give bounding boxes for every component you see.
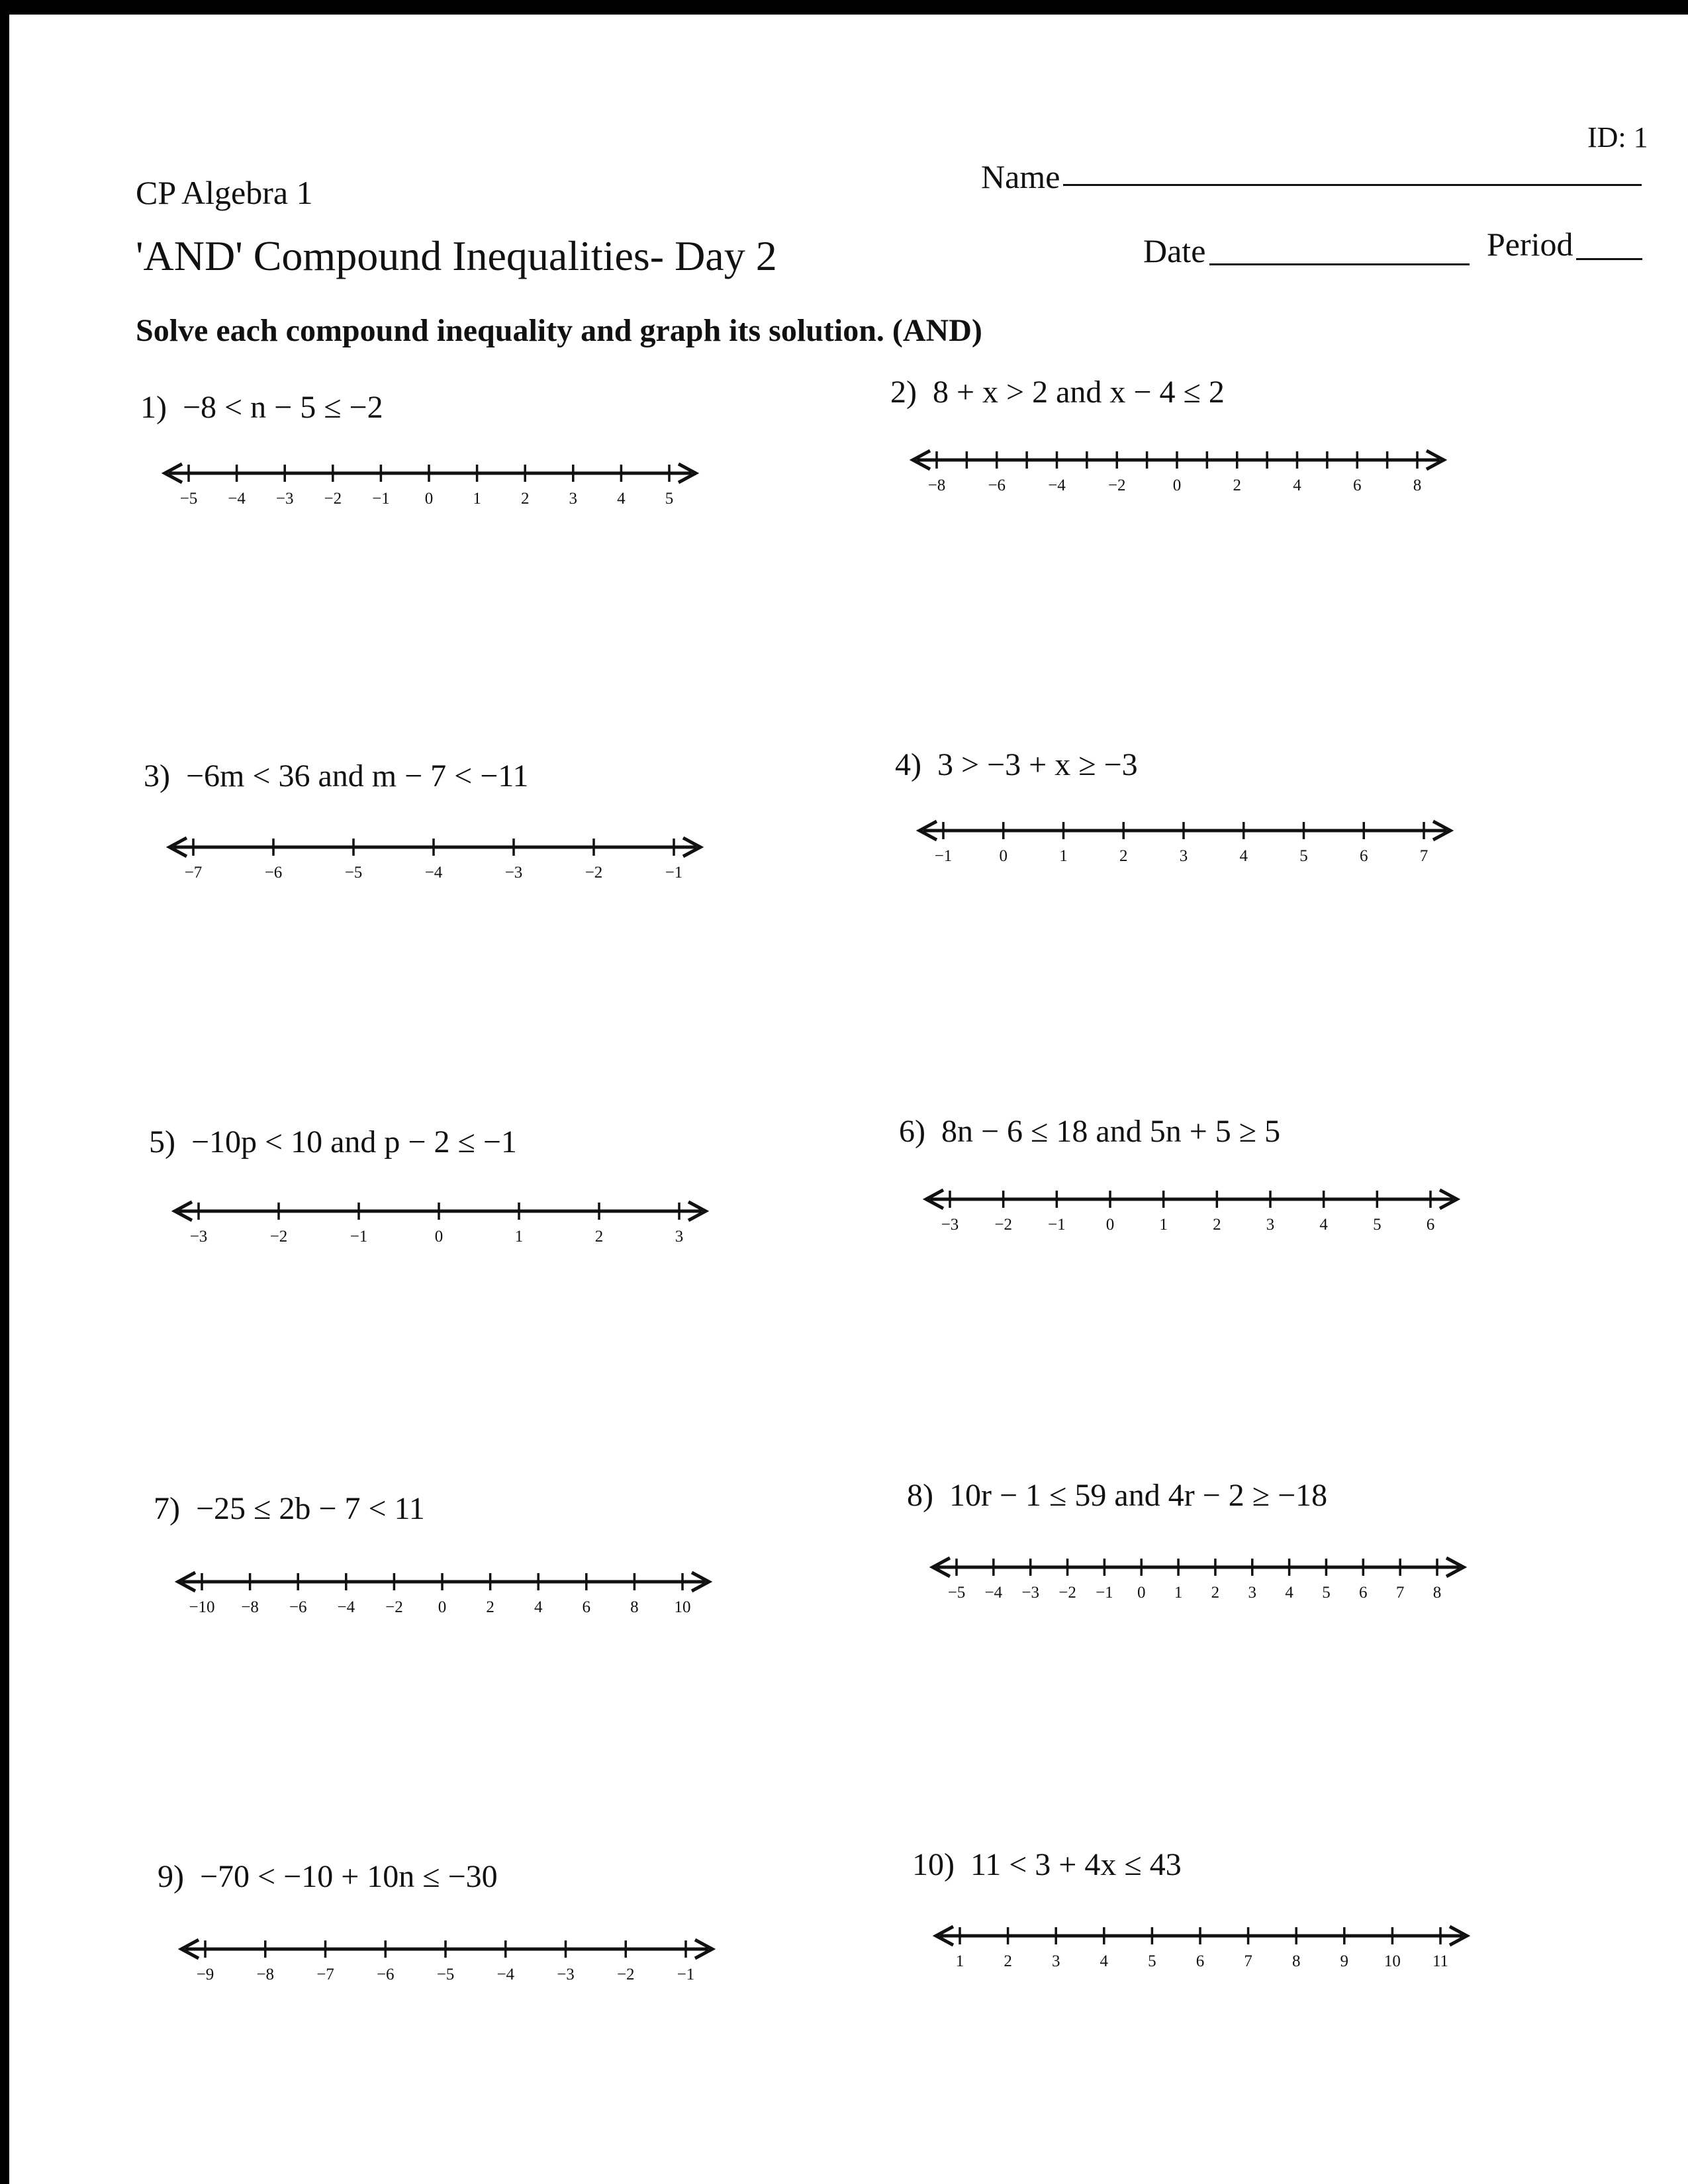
- tick-label: −3: [941, 1216, 959, 1234]
- tick-label: −5: [179, 490, 198, 508]
- tick-label: 4: [1100, 1952, 1109, 1970]
- tick-label: 8: [1432, 1584, 1442, 1602]
- tick-label: −6: [988, 477, 1006, 494]
- tick-label: 7: [1244, 1952, 1252, 1970]
- problem-number: 9): [158, 1859, 184, 1894]
- tick-label: −2: [1058, 1584, 1076, 1602]
- tick-label: 4: [1293, 477, 1301, 494]
- tick-label: −8: [256, 1966, 275, 1983]
- tick-label: −1: [934, 847, 953, 865]
- number-line-3[interactable]: [167, 827, 703, 887]
- tick-label: 5: [1373, 1216, 1382, 1234]
- problem-number: 6): [899, 1114, 925, 1149]
- tick-label: 2: [486, 1598, 494, 1616]
- tick-label: −3: [189, 1228, 208, 1246]
- tick-label: −1: [677, 1966, 695, 1983]
- problem-expression: 8n − 6 ≤ 18 and 5n + 5 ≥ 5: [941, 1114, 1281, 1149]
- instructions: Solve each compound inequality and graph its solution. (AND): [136, 313, 982, 348]
- tick-label: −4: [228, 490, 246, 508]
- tick-label: 2: [594, 1228, 604, 1246]
- tick-label: −1: [350, 1228, 368, 1246]
- problem-expression: −25 ≤ 2b − 7 < 11: [195, 1491, 425, 1526]
- tick-label: −2: [1107, 477, 1126, 494]
- tick-label: 2: [1211, 1584, 1220, 1602]
- problem-expression: −6m < 36 and m − 7 < −11: [185, 758, 529, 794]
- tick-label: −6: [264, 864, 283, 882]
- period-blank-line[interactable]: [1576, 258, 1642, 260]
- tick-label: 10: [674, 1598, 691, 1616]
- date-blank-line[interactable]: [1209, 263, 1470, 265]
- tick-label: 9: [1340, 1952, 1349, 1970]
- tick-label: 5: [665, 490, 674, 508]
- number-line-1[interactable]: [162, 453, 698, 513]
- tick-label: −5: [436, 1966, 455, 1983]
- tick-label: 3: [1248, 1584, 1257, 1602]
- tick-label: 4: [1285, 1584, 1293, 1602]
- problem-number: 10): [912, 1847, 955, 1882]
- tick-label: 1: [514, 1228, 524, 1246]
- tick-label: 3: [1051, 1952, 1060, 1970]
- number-line-2[interactable]: [910, 440, 1446, 500]
- tick-label: −9: [196, 1966, 214, 1983]
- problem-number: 7): [154, 1491, 180, 1526]
- number-line-4[interactable]: [917, 811, 1453, 870]
- tick-label: −3: [557, 1966, 575, 1983]
- problem-10: [912, 1846, 1182, 1883]
- worksheet-id: ID: 1: [1587, 121, 1648, 154]
- problem-number: 3): [144, 758, 170, 794]
- problem-9: [158, 1858, 498, 1895]
- problem-number: 5): [149, 1124, 175, 1160]
- problem-7: [154, 1490, 425, 1527]
- number-line-6[interactable]: [923, 1179, 1460, 1239]
- tick-label: −1: [372, 490, 390, 508]
- tick-label: 8: [630, 1598, 639, 1616]
- tick-label: 5: [1322, 1584, 1331, 1602]
- tick-label: −6: [376, 1966, 395, 1983]
- name-label: Name: [981, 158, 1060, 195]
- problem-1: [140, 389, 383, 426]
- tick-label: −2: [324, 490, 342, 508]
- tick-label: 3: [675, 1228, 684, 1246]
- problem-expression: 10r − 1 ≤ 59 and 4r − 2 ≥ −18: [949, 1478, 1328, 1513]
- tick-label: 0: [999, 847, 1008, 865]
- number-line-5[interactable]: [172, 1191, 708, 1251]
- scan-top-border: [0, 0, 1688, 15]
- tick-label: 8: [1413, 477, 1422, 494]
- name-blank-line[interactable]: [1063, 184, 1642, 186]
- worksheet-title: 'AND' Compound Inequalities- Day 2: [136, 232, 777, 279]
- number-line-8[interactable]: [930, 1547, 1466, 1607]
- tick-label: −3: [504, 864, 523, 882]
- tick-label: 6: [1353, 477, 1362, 494]
- tick-label: 7: [1419, 847, 1429, 865]
- tick-label: 6: [1426, 1216, 1435, 1234]
- period-label: Period: [1487, 226, 1573, 263]
- tick-label: −7: [316, 1966, 334, 1983]
- tick-label: 3: [1266, 1216, 1275, 1234]
- tick-label: −4: [1048, 477, 1066, 494]
- tick-label: 3: [1179, 847, 1188, 865]
- tick-label: −2: [269, 1228, 288, 1246]
- number-line-9[interactable]: [179, 1929, 715, 1989]
- tick-label: 5: [1148, 1952, 1156, 1970]
- problem-expression: −10p < 10 and p − 2 ≤ −1: [191, 1124, 517, 1160]
- tick-label: 1: [473, 490, 481, 508]
- tick-label: −4: [424, 864, 443, 882]
- course-name: CP Algebra 1: [136, 174, 313, 211]
- tick-label: 11: [1432, 1952, 1449, 1970]
- tick-label: 2: [1004, 1952, 1012, 1970]
- tick-label: 6: [582, 1598, 591, 1616]
- tick-label: −2: [616, 1966, 635, 1983]
- tick-label: −3: [1021, 1584, 1039, 1602]
- tick-label: −1: [1096, 1584, 1113, 1602]
- problem-expression: 11 < 3 + 4x ≤ 43: [970, 1847, 1182, 1882]
- tick-label: −3: [275, 490, 294, 508]
- tick-label: −7: [184, 864, 203, 882]
- number-line-10[interactable]: [933, 1916, 1470, 1976]
- tick-label: −4: [984, 1584, 1003, 1602]
- problem-8: [907, 1477, 1327, 1514]
- tick-label: 4: [534, 1598, 543, 1616]
- tick-label: −8: [241, 1598, 259, 1616]
- tick-label: 8: [1291, 1952, 1301, 1970]
- tick-label: −4: [496, 1966, 515, 1983]
- problem-3: [144, 758, 529, 794]
- tick-label: 4: [1239, 847, 1248, 865]
- tick-label: 2: [520, 490, 530, 508]
- tick-label: 0: [438, 1598, 447, 1616]
- problem-expression: 3 > −3 + x ≥ −3: [937, 747, 1138, 782]
- tick-label: 2: [1213, 1216, 1221, 1234]
- tick-label: 2: [1233, 477, 1241, 494]
- problem-2: [890, 374, 1225, 410]
- tick-label: 1: [1059, 847, 1068, 865]
- problem-expression: 8 + x > 2 and x − 4 ≤ 2: [932, 375, 1225, 410]
- date-label: Date: [1143, 232, 1206, 269]
- tick-label: 6: [1196, 1952, 1205, 1970]
- tick-label: −2: [585, 864, 603, 882]
- tick-label: 7: [1395, 1584, 1405, 1602]
- tick-label: 4: [617, 490, 626, 508]
- tick-label: 6: [1359, 1584, 1368, 1602]
- problem-expression: −70 < −10 + 10n ≤ −30: [199, 1859, 498, 1894]
- tick-label: −5: [947, 1584, 966, 1602]
- problem-number: 4): [895, 747, 921, 782]
- tick-label: −2: [994, 1216, 1012, 1234]
- tick-label: 0: [424, 490, 434, 508]
- tick-label: −5: [344, 864, 363, 882]
- number-line-7[interactable]: [175, 1562, 712, 1621]
- problem-6: [899, 1113, 1280, 1150]
- problem-number: 8): [907, 1478, 933, 1513]
- scan-left-border: [0, 0, 9, 2184]
- tick-label: 0: [1137, 1584, 1146, 1602]
- tick-label: 5: [1299, 847, 1308, 865]
- tick-label: −1: [665, 864, 683, 882]
- tick-label: 2: [1119, 847, 1128, 865]
- tick-label: 3: [569, 490, 578, 508]
- problem-number: 2): [890, 375, 917, 410]
- tick-label: 6: [1360, 847, 1368, 865]
- tick-label: −1: [1048, 1216, 1066, 1234]
- tick-label: −4: [337, 1598, 355, 1616]
- tick-label: 1: [955, 1952, 964, 1970]
- tick-label: 1: [1159, 1216, 1168, 1234]
- tick-label: −6: [289, 1598, 307, 1616]
- tick-label: −2: [385, 1598, 403, 1616]
- tick-label: 0: [434, 1228, 444, 1246]
- tick-label: 1: [1174, 1584, 1183, 1602]
- tick-label: 10: [1383, 1952, 1401, 1970]
- problem-number: 1): [140, 390, 167, 425]
- problem-5: [149, 1124, 517, 1160]
- problem-4: [895, 747, 1138, 783]
- tick-label: 0: [1105, 1216, 1115, 1234]
- tick-label: −10: [189, 1598, 215, 1616]
- problem-expression: −8 < n − 5 ≤ −2: [182, 390, 383, 425]
- tick-label: 0: [1172, 477, 1182, 494]
- tick-label: −8: [927, 477, 946, 494]
- tick-label: 4: [1319, 1216, 1328, 1234]
